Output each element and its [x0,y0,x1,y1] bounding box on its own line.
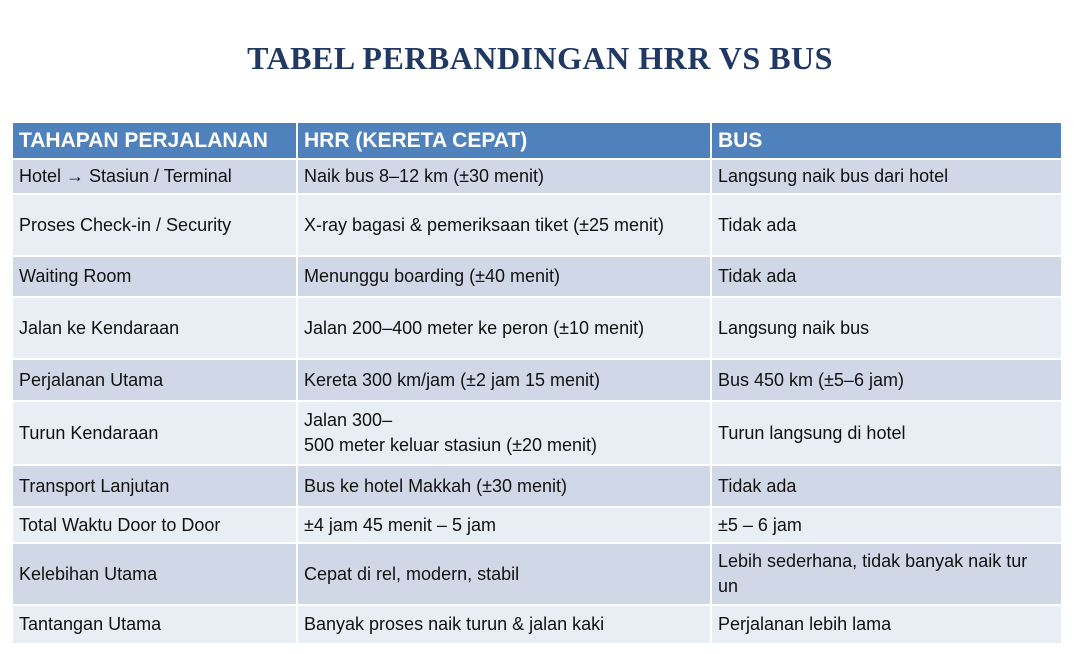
cell-bus: Lebih sederhana, tidak banyak naik tur un [711,543,1061,605]
cell-bus: Tidak ada [711,465,1061,507]
table-row [13,465,1061,507]
table-row [13,256,1061,297]
cell-hrr: Kereta 300 km/jam (±2 jam 15 menit) [297,359,711,401]
comparison-table [13,123,1061,643]
cell-hrr: ±4 jam 45 menit – 5 jam [297,507,711,543]
table-row [13,605,1061,643]
table-row [13,543,1061,605]
header-hrr: HRR (KERETA CEPAT) [297,123,711,159]
cell-bus: Langsung naik bus [711,297,1061,359]
cell-hrr: X-ray bagasi & pemeriksaan tiket (±25 menit) [297,194,711,256]
cell-hrr: Bus ke hotel Makkah (±30 menit) [297,465,711,507]
cell-bus: Turun langsung di hotel [711,401,1061,465]
cell-stage: Hotel → Stasiun / Terminal [13,159,297,194]
cell-bus: Perjalanan lebih lama [711,605,1061,643]
cell-hrr: Jalan 300– 500 meter keluar stasiun (±20 menit) [297,401,711,465]
table-row [13,159,1061,194]
cell-bus: Tidak ada [711,194,1061,256]
cell-stage: Proses Check-in / Security [13,194,297,256]
cell-hrr: Jalan 200–400 meter ke peron (±10 menit) [297,297,711,359]
cell-stage: Transport Lanjutan [13,465,297,507]
cell-stage: Jalan ke Kendaraan [13,297,297,359]
cell-stage: Perjalanan Utama [13,359,297,401]
header-bus: BUS [711,123,1061,159]
cell-stage: Turun Kendaraan [13,401,297,465]
cell-stage: Tantangan Utama [13,605,297,643]
cell-stage: Kelebihan Utama [13,543,297,605]
header-stage: TAHAPAN PERJALANAN [13,123,297,159]
page-title: TABEL PERBANDINGAN HRR VS BUS [247,40,833,76]
table-row [13,507,1061,543]
table-row [13,401,1061,465]
cell-bus: Tidak ada [711,256,1061,297]
table-row [13,297,1061,359]
cell-hrr: Naik bus 8–12 km (±30 menit) [297,159,711,194]
table-row [13,194,1061,256]
cell-stage: Waiting Room [13,256,297,297]
cell-bus: ±5 – 6 jam [711,507,1061,543]
cell-hrr: Cepat di rel, modern, stabil [297,543,711,605]
cell-bus: Langsung naik bus dari hotel [711,159,1061,194]
cell-hrr: Banyak proses naik turun & jalan kaki [297,605,711,643]
cell-hrr: Menunggu boarding (±40 menit) [297,256,711,297]
cell-bus: Bus 450 km (±5–6 jam) [711,359,1061,401]
table-row [13,359,1061,401]
cell-stage: Total Waktu Door to Door [13,507,297,543]
table-header-row [13,123,1061,159]
